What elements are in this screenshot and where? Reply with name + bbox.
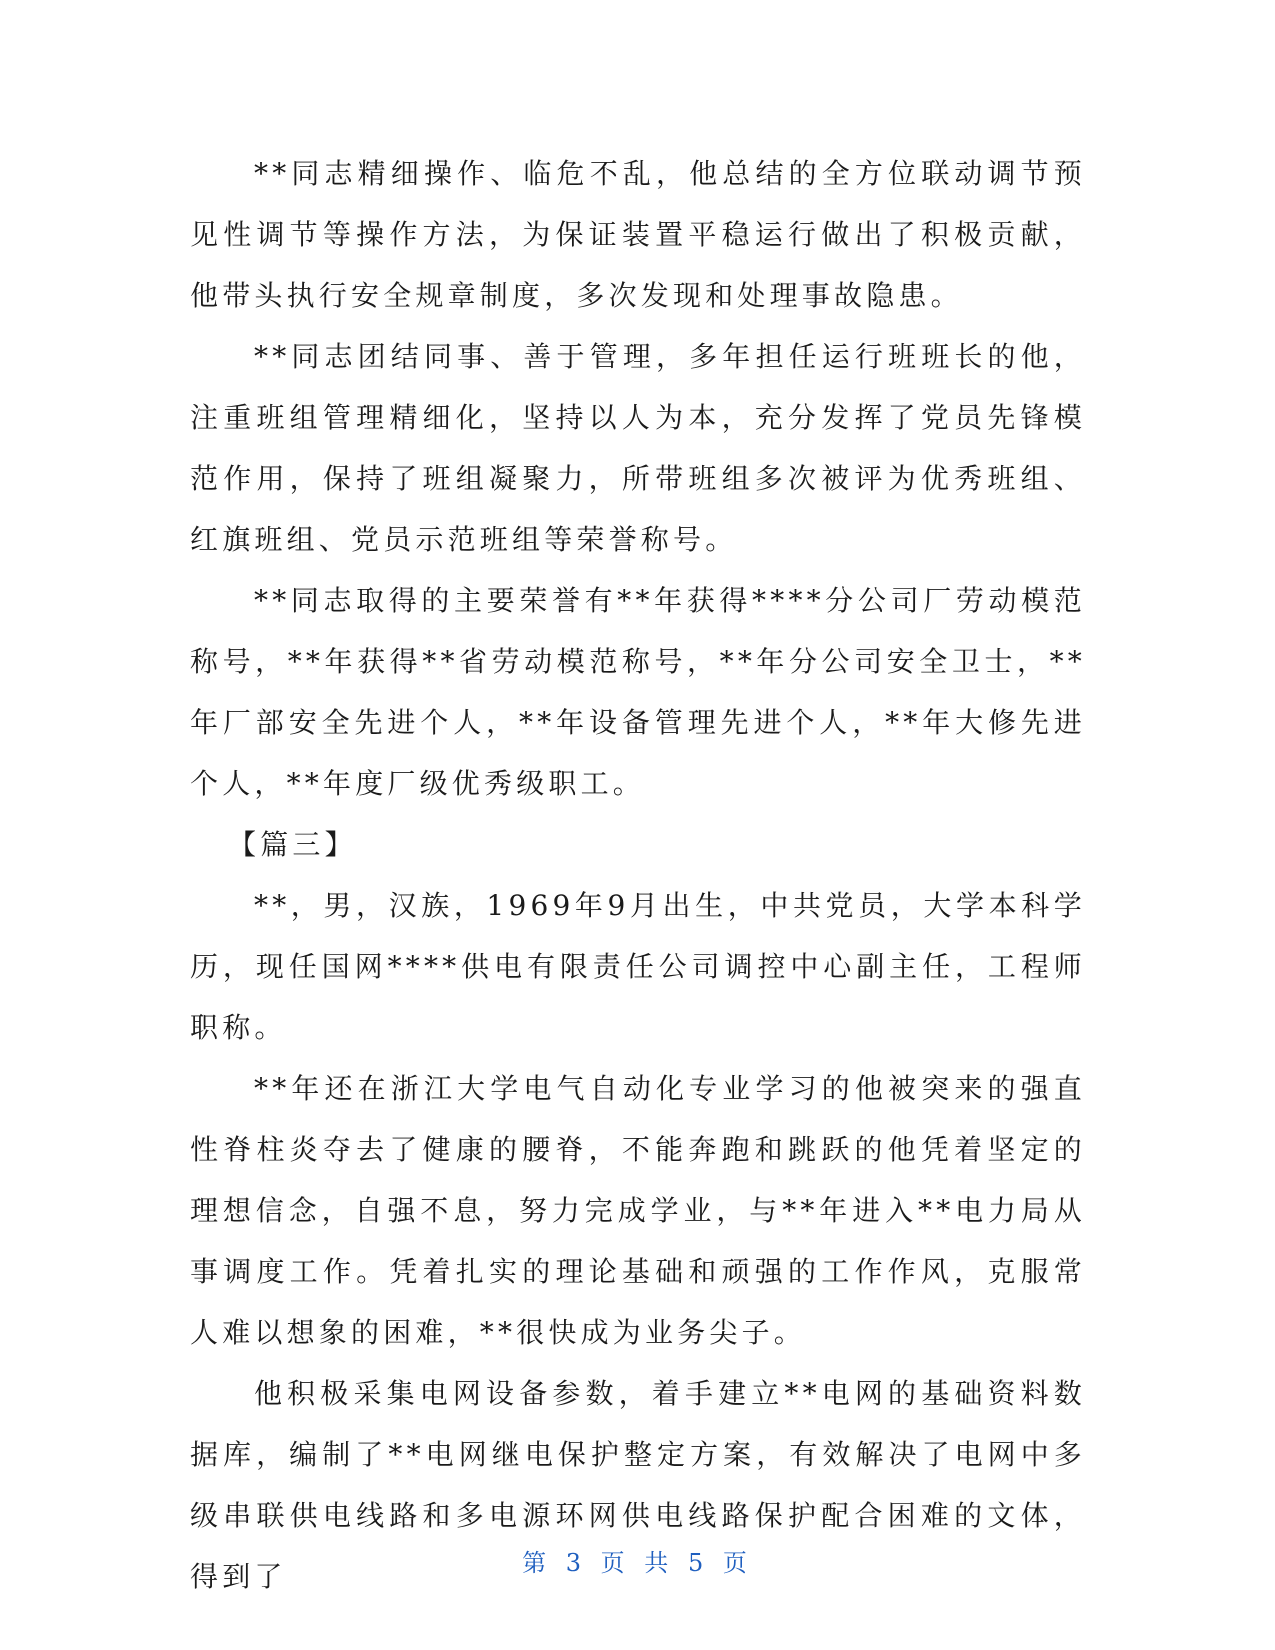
paragraph-background: **年还在浙江大学电气自动化专业学习的他被突来的强直性脊柱炎夺去了健康的腰脊，不能奔跑和跳跃的他凭着坚定的理想信念，自强不息，努力完成学业，与**年进入**电力局从事调度工作。凭着扎实的理论基础和顽强的工作作风，克服常人难以想象的困难，**很快成为业务尖子。 — [190, 1072, 1086, 1349]
document-body — [190, 143, 1086, 1607]
page-number-footer: 第 3 页 共 5 页 — [522, 1549, 753, 1577]
paragraph-management: **同志团结同事、善于管理，多年担任运行班班长的他，注重班组管理精细化，坚持以人为本，充分发挥了党员先锋模范作用，保持了班组凝聚力，所带班组多次被评为优秀班组、红旗班组、党员示范班组等荣誉称号。 — [190, 340, 1086, 556]
paragraph-profile: **，男，汉族，1969年9月出生，中共党员，大学本科学历，现任国网****供电有限责任公司调控中心副主任，工程师职称。 — [190, 889, 1086, 1044]
paragraph-achievements: 他积极采集电网设备参数，着手建立**电网的基础资料数据库，编制了**电网继电保护整定方案，有效解决了电网中多级串联供电线路和多电源环网供电线路保护配合困难的文体，得到了 — [190, 1377, 1086, 1593]
paragraph-honors: **同志取得的主要荣誉有**年获得****分公司厂劳动模范称号，**年获得**省劳动模范称号，**年分公司安全卫士，**年厂部安全先进个人，**年设备管理先进个人，**年大修先进个人，**年度厂级优秀级职工。 — [190, 584, 1086, 800]
paragraph-operation: **同志精细操作、临危不乱，他总结的全方位联动调节预见性调节等操作方法，为保证装置平稳运行做出了积极贡献，他带头执行安全规章制度，多次发现和处理事故隐患。 — [190, 157, 1086, 312]
section-heading: 【篇三】 — [228, 828, 357, 861]
